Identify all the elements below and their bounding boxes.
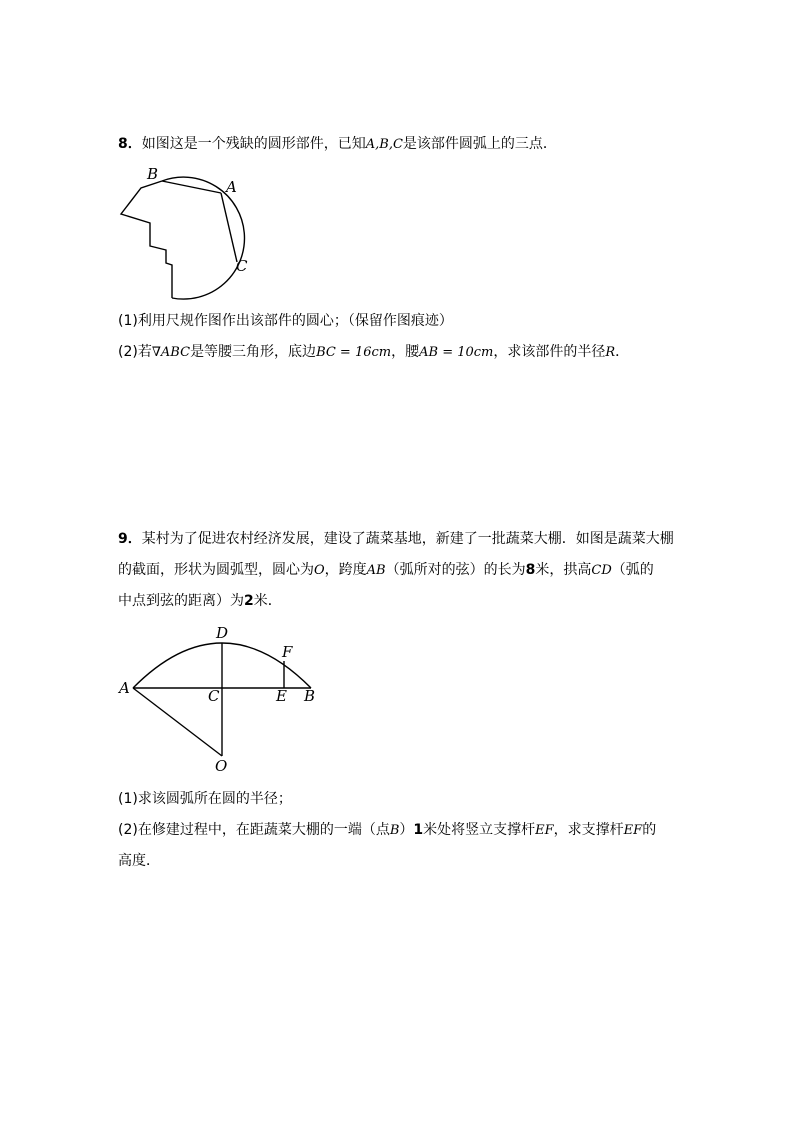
q8-figure <box>110 160 260 305</box>
q9-label-f: F <box>282 643 293 661</box>
q8-part2-mid3: ，求该部件的半径 <box>493 344 606 360</box>
q8-part2-triangle: ∇ABC <box>151 345 191 360</box>
q9-line2-ab: AB <box>366 563 386 578</box>
q8-part1: (1)利用尺规作图作出该部件的圆心；（保留作图痕迹） <box>118 313 453 329</box>
q8-stem-text-a: 如图这是一个残缺的圆形部件，已知 <box>141 136 366 152</box>
q9-line2-d: 米，拱高 <box>535 562 592 578</box>
q9-part2-e: ，求支撑杆 <box>553 822 624 838</box>
q9-part2-d: 米处将竖立支撑杆 <box>423 822 536 838</box>
q9-line1 <box>118 530 674 548</box>
q8-part2-ab: AB = 10cm <box>419 345 494 360</box>
q9-part2-f: 的 <box>642 822 657 838</box>
q8-chord-ba <box>162 181 221 193</box>
q8-part2-prefix: (2)若 <box>118 344 152 360</box>
q8-part2-r: R <box>605 345 616 360</box>
q9-line3 <box>118 592 282 610</box>
q9-part2-ef: EF <box>535 823 554 838</box>
q9-line2-a: 的截面，形状为圆弧型，圆心为 <box>118 562 314 578</box>
q9-part1: (1)求该圆弧所在圆的半径； <box>118 791 292 807</box>
q8-chord-ac <box>221 193 237 262</box>
q8-stem-text-b: 是该部件圆弧上的三点． <box>402 136 557 152</box>
q9-label-b: B <box>304 687 316 705</box>
q9-line1-text: 某村为了促进农村经济发展，建设了蔬菜基地，新建了一批蔬菜大棚．如图是蔬菜大棚 <box>141 531 674 547</box>
q9-part2-a: (2)在修建过程中，在距蔬菜大棚的一端（点 <box>118 822 390 838</box>
q9-part2-1: 1 <box>413 822 424 838</box>
q9-figure <box>115 620 325 775</box>
q9-line2-o: O <box>314 563 325 578</box>
q9-part2-b: B <box>389 823 400 838</box>
q9-line2-8: 8 <box>525 562 536 578</box>
q8-part2-mid2: ，腰 <box>391 344 420 360</box>
q9-line2-b: ，跨度 <box>324 562 367 578</box>
q8-stem-points: A,B,C <box>365 137 403 152</box>
q8-part2-mid1: 是等腰三角形，底边 <box>190 344 317 360</box>
q9-line2-cd: CD <box>591 563 612 578</box>
q8-label-b: B <box>147 165 159 183</box>
q9-line3-2: 2 <box>244 593 254 609</box>
q9-label-c: C <box>208 687 220 705</box>
q8-label-a: A <box>226 178 237 196</box>
q8-part2 <box>118 343 629 362</box>
q8-stem <box>118 135 557 154</box>
q8-part2-bc: BC = 16cm <box>316 345 392 360</box>
q9-line3-a: 中点到弦的距离）为 <box>118 593 244 609</box>
q9-part2-ef2: EF <box>623 823 643 838</box>
q9-part2-c: ） <box>399 822 414 838</box>
q8-broken-outline <box>121 181 172 298</box>
q9-label-a: A <box>119 679 130 697</box>
q9-part2 <box>118 821 656 840</box>
q9-part2-line2: 高度． <box>118 853 160 869</box>
q9-line2 <box>118 561 654 580</box>
q9-label-d: D <box>216 624 229 642</box>
q8-part2-end: ． <box>615 344 630 360</box>
q8-number: 8． <box>118 136 142 152</box>
q9-line2-c: （弧所对的弦）的长为 <box>385 562 526 578</box>
q8-label-c: C <box>236 257 248 275</box>
q9-number: 9． <box>118 531 142 547</box>
q9-line3-b: 米． <box>253 593 282 609</box>
q9-label-o: O <box>215 757 228 775</box>
q9-line2-e: （弧的 <box>611 562 654 578</box>
q9-label-e: E <box>276 687 287 705</box>
